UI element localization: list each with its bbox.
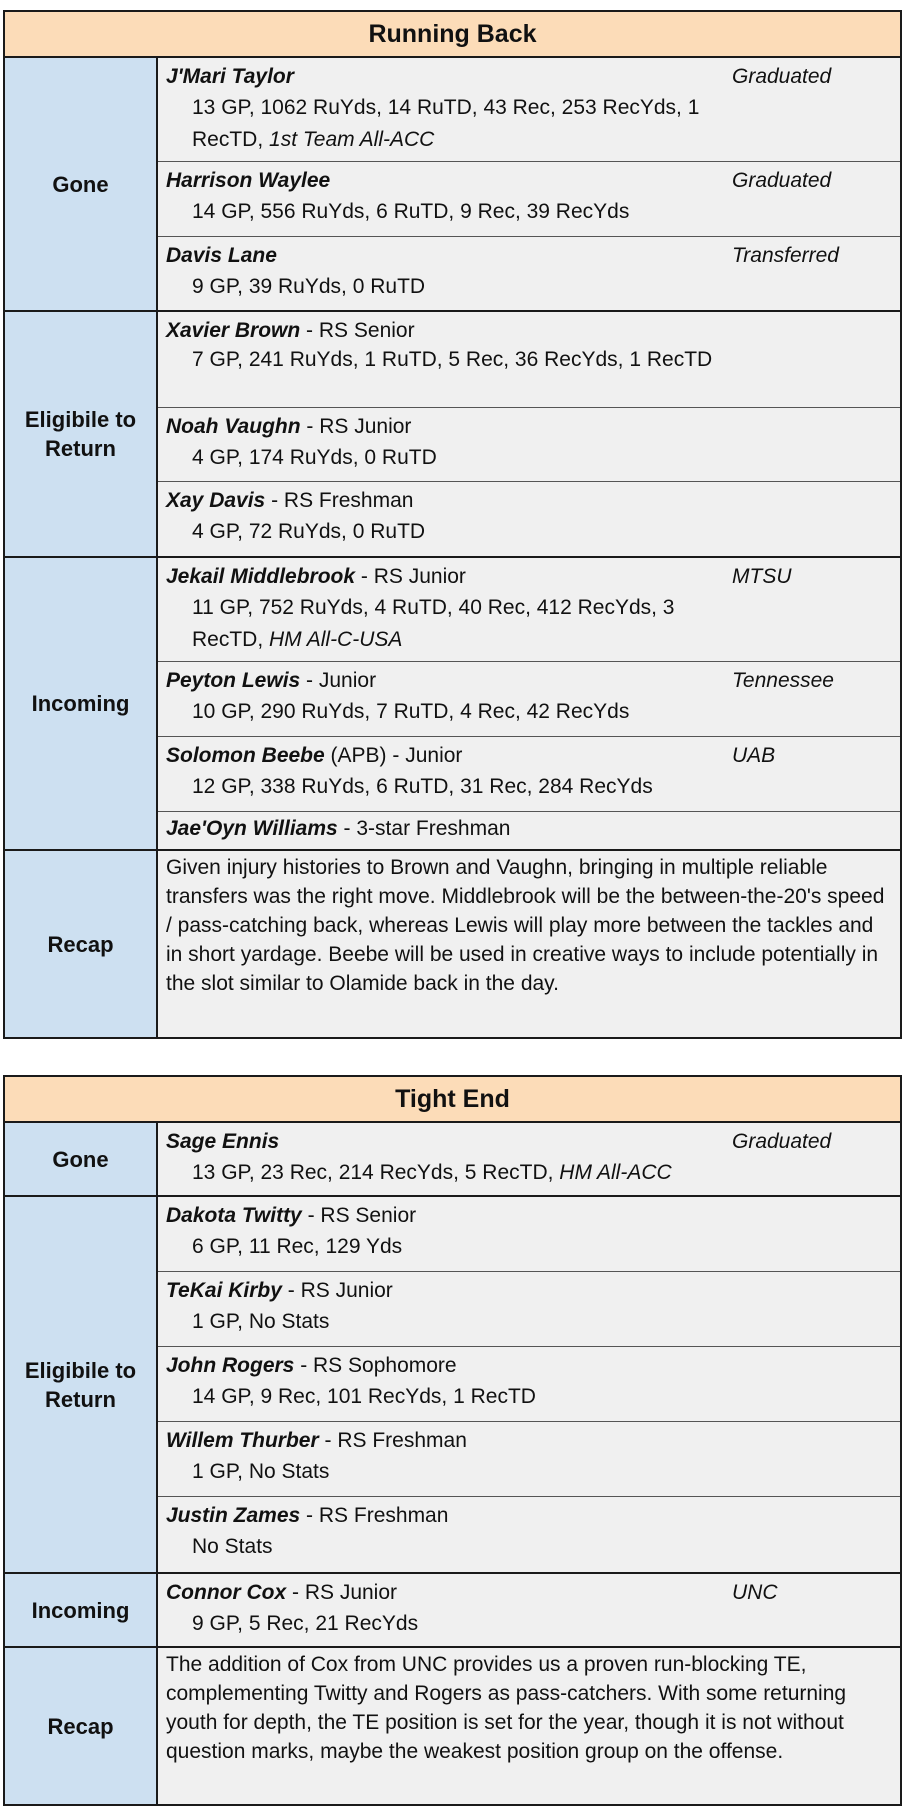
player-entry: Xay Davis - RS Freshman 4 GP, 72 RuYds, 0 RuTD: [158, 482, 900, 556]
table-title: Tight End: [5, 1077, 900, 1123]
player-school: MTSU: [732, 565, 792, 588]
group-label: Recap: [5, 1648, 158, 1804]
player-name: Dakota Twitty: [166, 1204, 302, 1227]
group-eligible: [5, 1197, 900, 1574]
player-entry: [158, 58, 900, 162]
group-gone: [5, 1123, 900, 1197]
group-recap: [5, 851, 900, 1037]
player-entry: Connor Cox - RS Junior UNC 9 GP, 5 Rec, 21 RecYds: [158, 1574, 900, 1646]
player-name: Jekail Middlebrook: [166, 565, 356, 588]
player-name: Xavier Brown: [166, 319, 301, 342]
player-stats: 1 GP, No Stats: [192, 1460, 330, 1483]
player-honor: HM All-ACC: [559, 1161, 672, 1184]
group-gone: [5, 58, 900, 312]
player-entry: Jae'Oyn Williams - 3-star Freshman: [158, 812, 900, 849]
player-stats: 7 GP, 241 RuYds, 1 RuTD, 5 Rec, 36 RecYds, 1 RecTD: [192, 348, 713, 371]
player-stats: 14 GP, 556 RuYds, 6 RuTD, 9 Rec, 39 RecYds: [192, 200, 630, 223]
player-status: Graduated: [732, 1130, 832, 1153]
tight-end-table: [3, 1075, 902, 1806]
player-stats: 10 GP, 290 RuYds, 7 RuTD, 4 Rec, 42 RecYds: [192, 700, 630, 723]
player-stats: No Stats: [192, 1535, 273, 1558]
player-stats: 13 GP, 23 Rec, 214 RecYds, 5 RecTD,: [192, 1161, 560, 1184]
player-entry: Xavier Brown - RS Senior 7 GP, 241 RuYds, 1 RuTD, 5 Rec, 36 RecYds, 1 RecTD: [158, 312, 900, 408]
player-entry: Noah Vaughn - RS Junior 4 GP, 174 RuYds, 0 RuTD: [158, 408, 900, 482]
player-name: TeKai Kirby: [166, 1279, 282, 1302]
player-stats: 14 GP, 9 Rec, 101 RecYds, 1 RecTD: [192, 1385, 536, 1408]
player-name: Justin Zames: [166, 1504, 301, 1527]
player-stats: 13 GP, 1062 RuYds, 14 RuTD, 43 Rec, 253 RecYds, 1 RecTD,: [192, 96, 700, 151]
group-eligible: [5, 312, 900, 558]
group-recap: [5, 1648, 900, 1804]
player-name: Harrison Waylee: [166, 169, 331, 192]
player-status: Graduated: [732, 65, 832, 88]
player-entry: [158, 237, 900, 310]
player-school: UNC: [732, 1581, 778, 1604]
player-name: Peyton Lewis: [166, 669, 301, 692]
player-name: John Rogers: [166, 1354, 295, 1377]
player-entry: [158, 1123, 900, 1195]
player-stats: 9 GP, 5 Rec, 21 RecYds: [192, 1612, 419, 1635]
recap-text: Given injury histories to Brown and Vaughn, bringing in multiple reliable transfers was the right move. Middlebrook will be the between-the-20's speed / pass-catching back, whereas Lewis will play more between the tackles and in short yardage. Beebe will be used in creative ways to include potentially in the slot similar to Olamide back in the day.: [166, 856, 885, 995]
player-stats: 12 GP, 338 RuYds, 6 RuTD, 31 Rec, 284 RecYds: [192, 775, 653, 798]
group-label: Incoming: [5, 558, 158, 849]
group-label: Recap: [5, 851, 158, 1037]
player-name: Noah Vaughn: [166, 415, 301, 438]
player-entry: John Rogers - RS Sophomore 14 GP, 9 Rec, 101 RecYds, 1 RecTD: [158, 1347, 900, 1422]
group-label: Eligibile to Return: [5, 312, 158, 556]
player-entry: Justin Zames - RS Freshman No Stats: [158, 1497, 900, 1572]
player-status: Graduated: [732, 169, 832, 192]
player-entry: TeKai Kirby - RS Junior 1 GP, No Stats: [158, 1272, 900, 1347]
player-name: Connor Cox: [166, 1581, 287, 1604]
group-label: Gone: [5, 1123, 158, 1195]
player-name: Solomon Beebe: [166, 744, 325, 767]
player-entry: Dakota Twitty - RS Senior 6 GP, 11 Rec, 129 Yds: [158, 1197, 900, 1272]
group-label: Incoming: [5, 1574, 158, 1646]
player-entry: Willem Thurber - RS Freshman 1 GP, No Stats: [158, 1422, 900, 1497]
table-title: Running Back: [5, 12, 900, 58]
player-stats: 1 GP, No Stats: [192, 1310, 330, 1333]
player-name: Jae'Oyn Williams: [166, 817, 338, 840]
group-label: Eligibile to Return: [5, 1197, 158, 1572]
player-entry: Jekail Middlebrook - RS Junior MTSU 11 GP, 752 RuYds, 4 RuTD, 40 Rec, 412 RecYds, 3 RecTD, HM All-C-USA: [158, 558, 900, 662]
player-name: Willem Thurber: [166, 1429, 319, 1452]
player-school: UAB: [732, 744, 776, 767]
player-stats: 11 GP, 752 RuYds, 4 RuTD, 40 Rec, 412 RecYds, 3 RecTD,: [192, 596, 675, 651]
group-incoming: [5, 1574, 900, 1648]
player-honor: HM All-C-USA: [269, 628, 403, 651]
player-stats: 6 GP, 11 Rec, 129 Yds: [192, 1235, 403, 1258]
player-status: Transferred: [732, 244, 839, 267]
player-entry: Peyton Lewis - Junior Tennessee 10 GP, 290 RuYds, 7 RuTD, 4 Rec, 42 RecYds: [158, 662, 900, 737]
player-stats: 9 GP, 39 RuYds, 0 RuTD: [192, 275, 426, 298]
player-name: Sage Ennis: [166, 1130, 280, 1153]
recap-text: The addition of Cox from UNC provides us a proven run-blocking TE, complementing Twitty and Rogers as pass-catchers. With some returning youth for depth, the TE position is set for the year, though it is not without question marks, maybe the weakest position group on the offense.: [166, 1653, 847, 1763]
player-name: Xay Davis: [166, 489, 266, 512]
group-incoming: [5, 558, 900, 851]
player-name: J'Mari Taylor: [166, 65, 294, 88]
player-entry: Solomon Beebe (APB) - Junior UAB 12 GP, 338 RuYds, 6 RuTD, 31 Rec, 284 RecYds: [158, 737, 900, 812]
player-entry: [158, 162, 900, 237]
player-school: Tennessee: [732, 669, 834, 692]
player-stats: 4 GP, 72 RuYds, 0 RuTD: [192, 520, 426, 543]
running-back-table: [3, 10, 902, 1039]
group-label: Gone: [5, 58, 158, 310]
player-stats: 4 GP, 174 RuYds, 0 RuTD: [192, 446, 437, 469]
player-honor: 1st Team All-ACC: [269, 128, 435, 151]
player-name: Davis Lane: [166, 244, 277, 267]
